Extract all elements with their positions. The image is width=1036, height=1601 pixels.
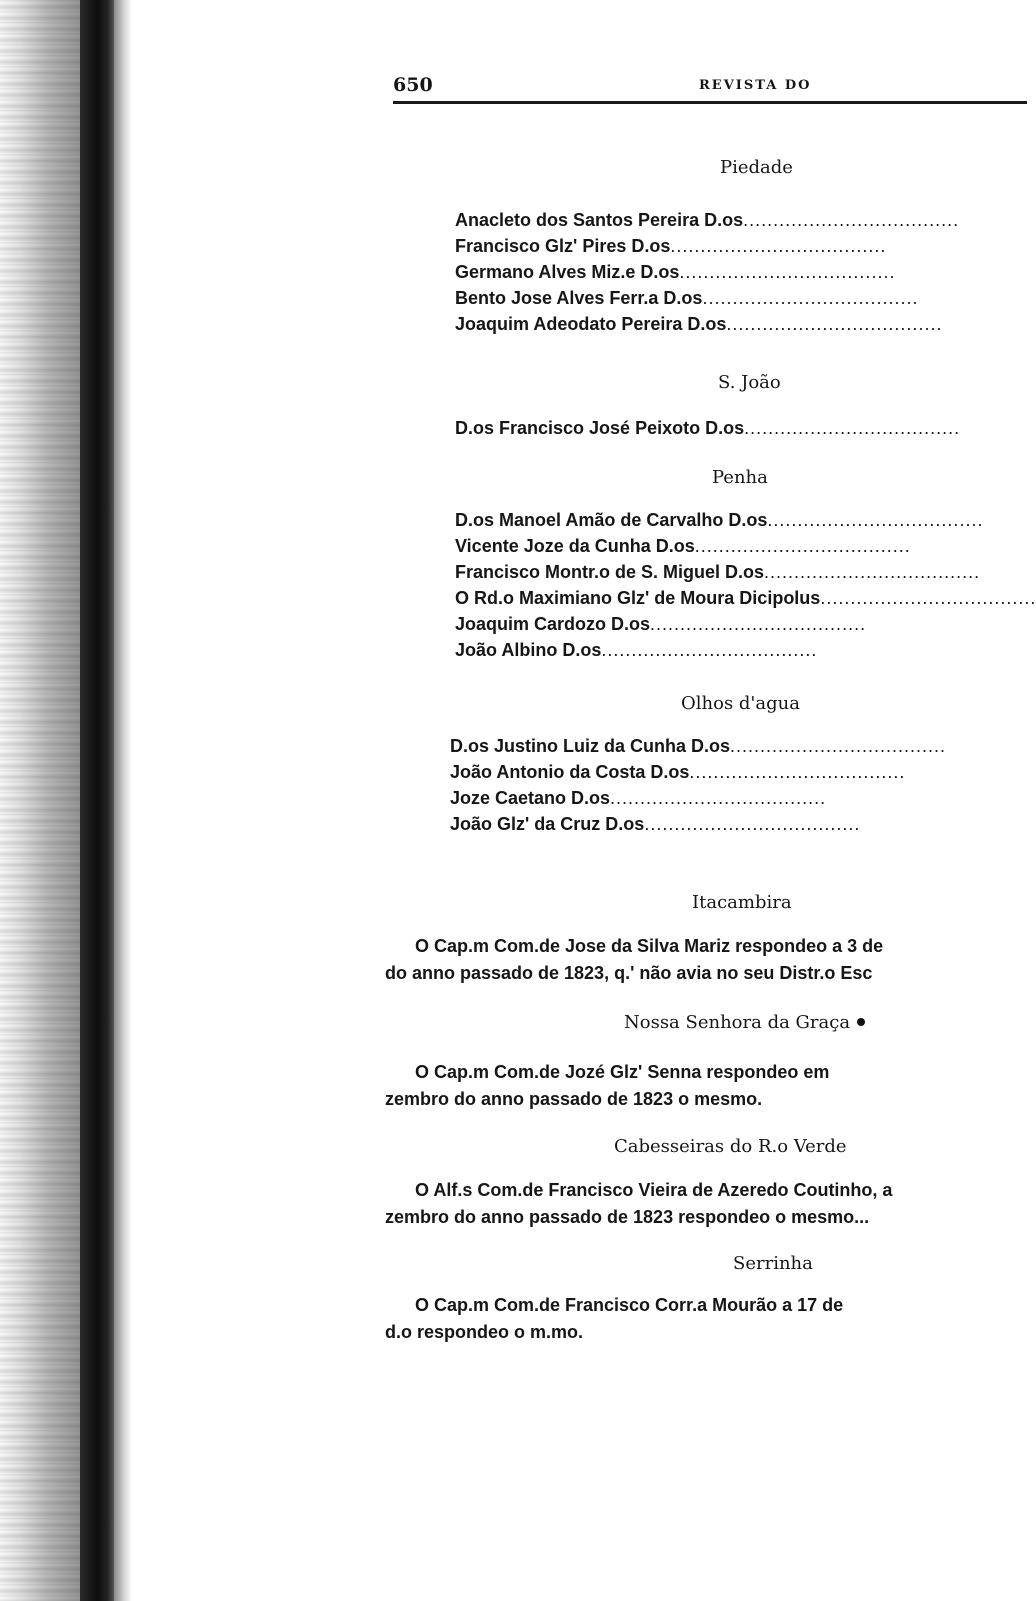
- paragraph-cabesseiras: O Alf.s Com.de Francisco Vieira de Azeredo Coutinho, a zembro do anno passado de 1823 respondeo o mesmo...: [385, 1180, 893, 1227]
- ink-dot: [857, 1018, 865, 1026]
- list-item: Francisco Montr.o de S. Miguel D.os....................................: [455, 562, 981, 582]
- book-spine-shadow: [80, 0, 114, 1601]
- list-item: O Rd.o Maximiano Glz' de Moura Dicipolus....................................: [455, 588, 1036, 608]
- page-header: [393, 74, 1013, 100]
- list-item: Germano Alves Miz.e D.os....................................: [455, 262, 896, 282]
- list-item: João Antonio da Costa D.os....................................: [450, 762, 906, 782]
- header-rule: [393, 101, 1027, 104]
- list-item: Joze Caetano D.os....................................: [450, 788, 827, 808]
- list-item: Bento Jose Alves Ferr.a D.os....................................: [455, 288, 919, 308]
- section-title-nossa-senhora-da-graca: Nossa Senhora da Graça: [624, 1012, 851, 1033]
- section-title-s-joao: S. João: [718, 372, 781, 393]
- section-title-serrinha: Serrinha: [733, 1253, 813, 1274]
- running-title: REVISTA DO: [699, 78, 812, 93]
- section-title-cabesseiras: Cabesseiras do R.o Verde: [614, 1136, 847, 1157]
- list-item: Francisco Glz' Pires D.os....................................: [455, 236, 887, 256]
- section-title-piedade: Piedade: [720, 157, 793, 178]
- list-item: Joaquim Adeodato Pereira D.os....................................: [455, 314, 943, 334]
- section-title-olhos-dagua: Olhos d'agua: [681, 693, 800, 714]
- paragraph-graca: O Cap.m Com.de Jozé Glz' Senna respondeo em zembro do anno passado de 1823 o mesmo.: [385, 1062, 830, 1109]
- list-item: João Glz' da Cruz D.os....................................: [450, 814, 861, 834]
- list-item: Joaquim Cardozo D.os....................................: [455, 614, 867, 634]
- spine-edge-shadow: [114, 0, 132, 1601]
- paragraph-serrinha: O Cap.m Com.de Francisco Corr.a Mourão a 17 de d.o respondeo o m.mo.: [385, 1295, 844, 1342]
- page-number: 650: [393, 74, 433, 96]
- list-item: D.os Manoel Amão de Carvalho D.os....................................: [455, 510, 984, 530]
- list-item: D.os Francisco José Peixoto D.os....................................: [455, 418, 961, 438]
- list-item: Anacleto dos Santos Pereira D.os....................................: [455, 210, 960, 230]
- section-title-itacambira: Itacambira: [692, 892, 792, 913]
- list-item: João Albino D.os....................................: [455, 640, 818, 660]
- scanned-margin: [0, 0, 80, 1601]
- section-title-penha: Penha: [712, 467, 768, 488]
- list-item: Vicente Joze da Cunha D.os....................................: [455, 536, 911, 556]
- list-item: D.os Justino Luiz da Cunha D.os....................................: [450, 736, 947, 756]
- paragraph-itacambira: O Cap.m Com.de Jose da Silva Mariz respondeo a 3 de do anno passado de 1823, q.' não avia no seu Distr.o Esc: [385, 936, 884, 983]
